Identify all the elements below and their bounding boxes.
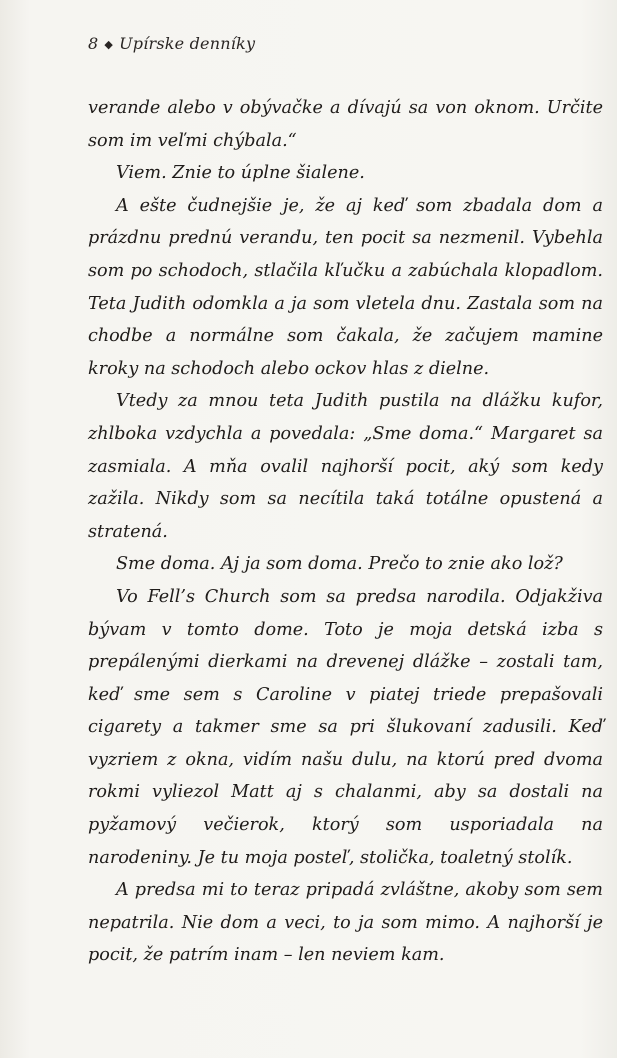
body-text [88, 92, 603, 972]
running-header [88, 34, 255, 53]
page-number: 8 [88, 34, 99, 53]
paragraph-6: Vo Fell’s Church som sa predsa narodila. Odjakživa bývam v tomto dome. Toto je moja detská izba s prepálenými dierkami na drevenej dlážke – zostali tam, keď sme sem s Caroline v piatej triede prepašovali cigarety a takmer sme sa pri šlukovaní zadusili. Keď vyzriem z okna, vidím našu dulu, na ktorú pred dvoma rokmi vyliezol Matt aj s chalanmi, aby sa dostali na pyžamový večierok, ktorý som usporiadala na narodeniny. Je tu moja posteľ, stolička, toaletný stolík. [88, 586, 603, 868]
paragraph-3: A ešte čudnejšie je, že aj keď som zbadala dom a prázdnu prednú verandu, ten pocit sa nezmenil. Vybehla som po schodoch, stlačila kľučku a zabúchala klopadlom. Teta Judith odomkla a ja som vletela dnu. Zastala som na chodbe a normálne som čakala, že začujem mamine kroky na schodoch alebo ockov hlas z dielne. [88, 195, 603, 379]
paragraph-1: verande alebo v obývačke a dívajú sa von oknom. Určite som im veľmi chýbala.“ [88, 98, 603, 151]
paragraph-2: Viem. Znie to úplne šialene. [116, 163, 365, 184]
paragraph-5: Sme doma. Aj ja som doma. Prečo to znie ako lož? [116, 554, 563, 575]
book-title: Upírske denníky [119, 34, 256, 53]
diamond-separator-icon: ◆ [104, 38, 114, 51]
paragraph-7: A predsa mi to teraz pripadá zvláštne, akoby som sem nepatrila. Nie dom a veci, to ja som mimo. A najhorší je pocit, že patrím inam – len neviem kam. [88, 880, 603, 966]
paragraph-4: Vtedy za mnou teta Judith pustila na dlážku kufor, zhlboka vzdychla a povedala: „Sme doma.“ Margaret sa zasmiala. A mňa ovalil najhorší pocit, aký som kedy zažila. Nikdy som sa necítila taká totálne opustená a stratená. [88, 391, 603, 542]
